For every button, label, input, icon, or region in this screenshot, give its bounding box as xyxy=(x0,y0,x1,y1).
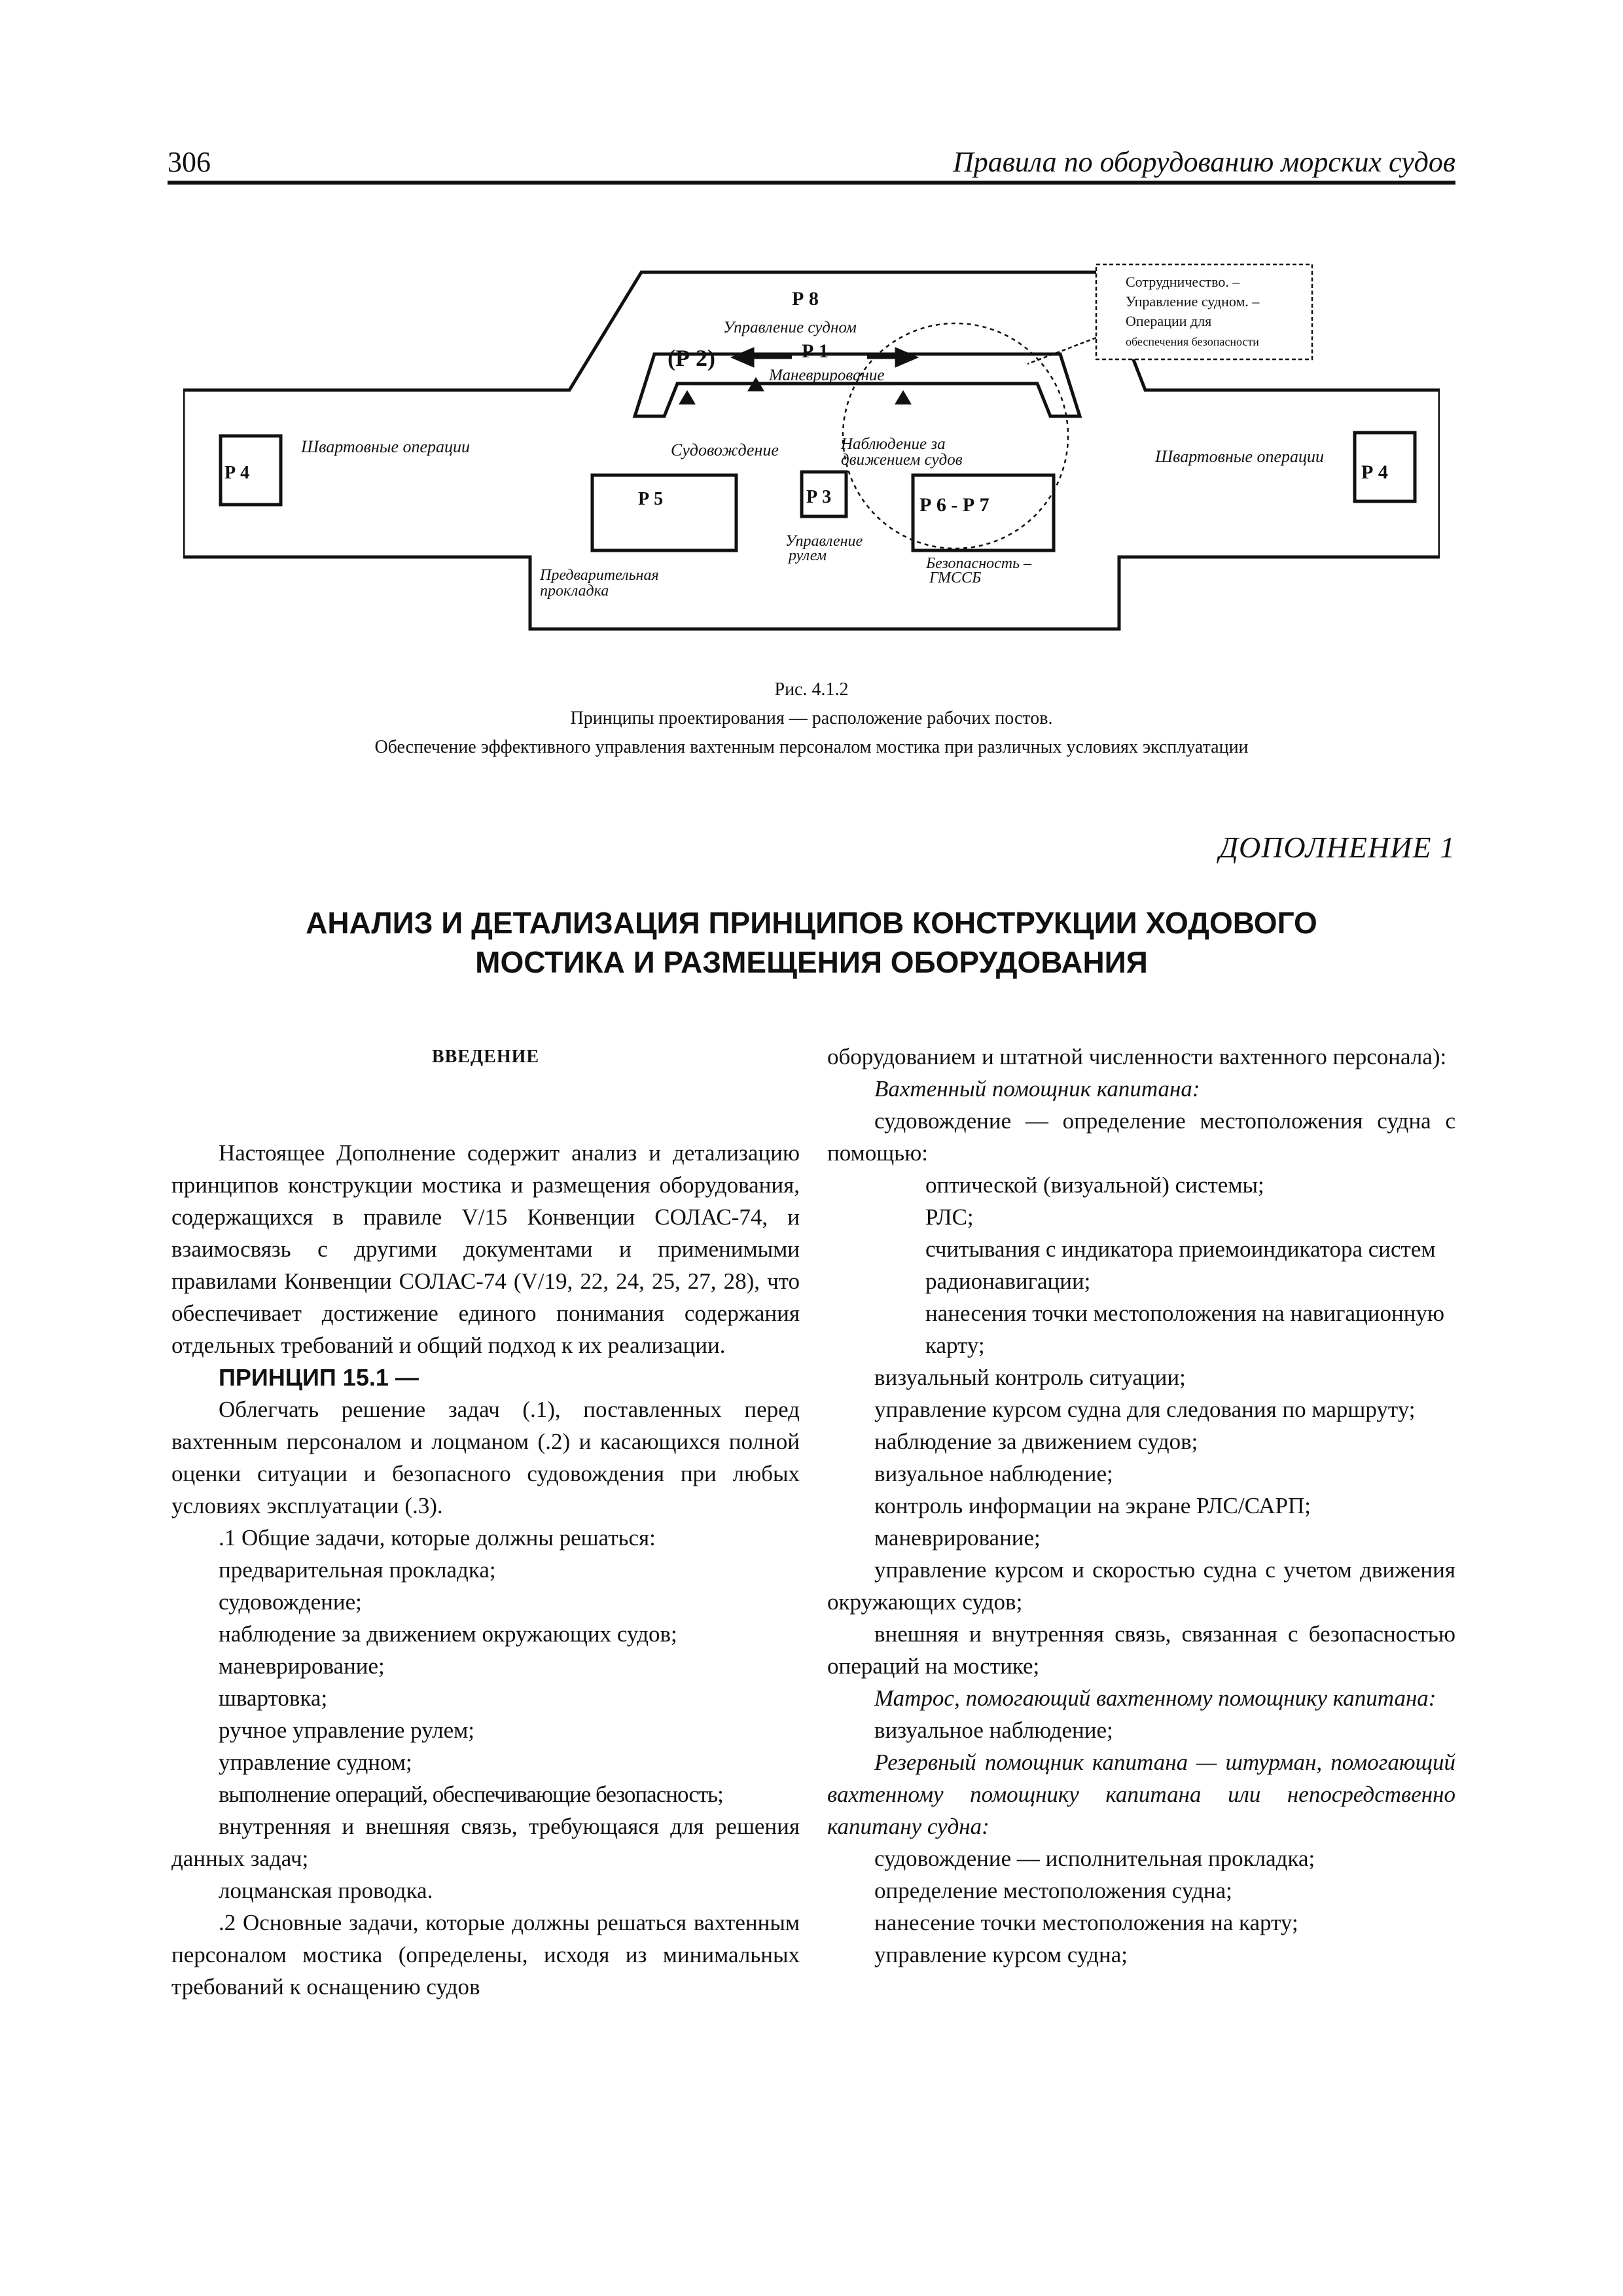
triangle-marker-1 xyxy=(679,390,696,404)
label-maneuvering: Маневрирование xyxy=(769,367,885,384)
general-task-item: ручное управление рулем; xyxy=(219,1717,475,1743)
triangle-marker-3 xyxy=(895,390,912,404)
pilotage-item: лоцманская проводка. xyxy=(219,1878,433,1903)
figure-caption-line-2: Обеспечение эффективного управления вахтенным персоналом мостика при различных условиях эксплуатации xyxy=(374,737,1249,757)
reserve-title: Резервный помощник капитана — штурман, помогающий вахтенному помощнику капитана или непосредственно капитану судна: xyxy=(827,1749,1455,1839)
principle-heading: ПРИНЦИП 15.1 — xyxy=(219,1364,419,1391)
general-task-item: управление судном; xyxy=(219,1749,412,1775)
label-prelim-1: Предварительная xyxy=(540,567,659,584)
label-p4-right: Р 4 xyxy=(1361,461,1388,483)
label-mooring-right: Швартовные операции xyxy=(1155,447,1325,466)
figure-number: Рис. 4.1.2 xyxy=(774,679,849,700)
seaman-title: Матрос, помогающий вахтенному помощнику капитана: xyxy=(874,1685,1436,1711)
position-fix-item: судовождение — определение местоположения судна с помощью: xyxy=(827,1108,1455,1166)
main-title xyxy=(0,903,1623,982)
page-number: 306 xyxy=(168,146,211,178)
fix-method-item: оптической (визуальной) системы; xyxy=(925,1172,1264,1198)
running-title: Правила по оборудованию морских судов xyxy=(952,146,1455,178)
label-prelim-2: прокладка xyxy=(540,583,609,600)
communication-item: внутренняя и внешняя связь, требующаяся для решения данных задач; xyxy=(171,1814,800,1871)
figure-caption-line-1: Принципы проектирования — расположение рабочих постов. xyxy=(570,708,1053,728)
appendix-label: ДОПОЛНЕНИЕ 1 xyxy=(1219,831,1455,864)
seaman-item: визуальное наблюдение; xyxy=(874,1717,1113,1743)
label-p6p7: Р 6 - Р 7 xyxy=(919,494,990,516)
oow-title: Вахтенный помощник капитана: xyxy=(874,1076,1200,1102)
callout-line-4: обеспечения безопасности xyxy=(1126,335,1259,348)
figure-caption xyxy=(0,675,1623,762)
label-p3: Р 3 xyxy=(806,487,832,507)
reserve-item: определение местоположения судна; xyxy=(874,1878,1232,1903)
fix-method-item: считывания с индикатора приемоиндикатора систем радионавигации; xyxy=(925,1236,1436,1294)
general-task-item: предварительная прокладка; xyxy=(219,1557,496,1583)
arrow-left-head xyxy=(734,350,753,365)
section-title: ВВЕДЕНИЕ xyxy=(431,1047,540,1067)
general-task-item: выполнение операций, обеспечивающие безопасность; xyxy=(219,1782,723,1807)
label-p8: Р 8 xyxy=(792,288,819,310)
reserve-item: управление курсом судна; xyxy=(874,1942,1128,1967)
main-title-line-1: АНАЛИЗ И ДЕТАЛИЗАЦИЯ ПРИНЦИПОВ КОНСТРУКЦИИ ХОДОВОГО xyxy=(306,906,1317,940)
oow-item: маневрирование; xyxy=(874,1525,1041,1551)
label-traffic-1: Наблюдение за xyxy=(841,435,946,453)
label-ship-control: Управление судном xyxy=(723,319,857,336)
general-task-item: судовождение; xyxy=(219,1589,362,1615)
oow-item: контроль информации на экране РЛС/САРП; xyxy=(874,1493,1311,1518)
right-column xyxy=(827,1041,1455,1971)
intro-paragraph: Настоящее Дополнение содержит анализ и детализацию принципов конструкции мостика и размещения оборудования, содержащихся в правиле V/15 Конвенции СОЛАС-74, и взаимосвязь с другими документами и применимыми правилами Конвенции СОЛАС-74 (V/19, 22, 24, 25, 27, 28), что обеспечивает достижение единого понимания содержания отдельных требований и общий подход к их реализации. xyxy=(171,1140,800,1358)
reserve-item: нанесение точки местоположения на карту; xyxy=(874,1910,1298,1935)
reserve-item: судовождение — исполнительная прокладка; xyxy=(874,1846,1315,1871)
communication-item: внешняя и внутренняя связь, связанная с безопасностью операций на мостике; xyxy=(827,1621,1455,1679)
label-safety-1: Безопасность – xyxy=(926,555,1032,572)
label-safety-2: ГМССБ xyxy=(929,569,982,586)
oow-item: наблюдение за движением судов; xyxy=(874,1429,1198,1454)
label-mooring-left: Швартовные операции xyxy=(301,437,471,456)
label-steering-1: Управление xyxy=(785,533,863,550)
p5-box xyxy=(592,475,736,550)
course-speed-item: управление курсом и скоростью судна с учетом движения окружающих судов; xyxy=(827,1557,1455,1615)
arrow-right-head xyxy=(897,350,915,365)
oow-item: визуальное наблюдение; xyxy=(874,1461,1113,1486)
label-steering-2: рулем xyxy=(789,547,827,564)
header-rule xyxy=(168,181,1455,185)
visual-control-item: визуальный контроль ситуации; xyxy=(874,1365,1186,1390)
callout-line-2: Управление судном. – xyxy=(1126,293,1260,310)
callout-line-3: Операции для xyxy=(1126,313,1212,329)
principle-text: Облегчать решение задач (.1), поставленных перед вахтенным персоналом и лоцманом (.2) и касающихся полной оценки ситуации и безопасного судовождения при любых условиях эксплуатации (.3). xyxy=(171,1397,800,1518)
label-navigation: Судовождение xyxy=(671,440,779,459)
label-p5: Р 5 xyxy=(638,489,664,509)
label-p1: Р 1 xyxy=(802,340,829,362)
callout-line-1: Сотрудничество. – xyxy=(1126,274,1240,290)
general-task-item: маневрирование; xyxy=(219,1653,385,1679)
continuation-text: оборудованием и штатной численности вахтенного персонала): xyxy=(827,1044,1447,1069)
route-control-item: управление курсом судна для следования по маршруту; xyxy=(874,1397,1416,1422)
main-tasks-paragraph: .2 Основные задачи, которые должны решаться вахтенным персоналом мостика (определены, исходя из минимальных требований к оснащению судов xyxy=(171,1910,800,2000)
label-traffic-2: движением судов xyxy=(841,451,963,469)
bridge-layout-diagram xyxy=(183,259,1440,652)
general-task-item: швартовка; xyxy=(219,1685,328,1711)
general-tasks-heading: .1 Общие задачи, которые должны решаться: xyxy=(219,1525,656,1551)
general-task-item: наблюдение за движением окружающих судов; xyxy=(219,1621,677,1647)
fix-method-item: РЛС; xyxy=(925,1204,974,1230)
left-column xyxy=(171,1041,800,2003)
main-title-line-2: МОСТИКА И РАЗМЕЩЕНИЯ ОБОРУДОВАНИЯ xyxy=(475,945,1148,979)
label-p2: (Р 2) xyxy=(668,345,715,371)
label-p4-left: Р 4 xyxy=(224,463,250,483)
fix-method-item: нанесения точки местоположения на навигационную карту; xyxy=(925,1300,1445,1358)
